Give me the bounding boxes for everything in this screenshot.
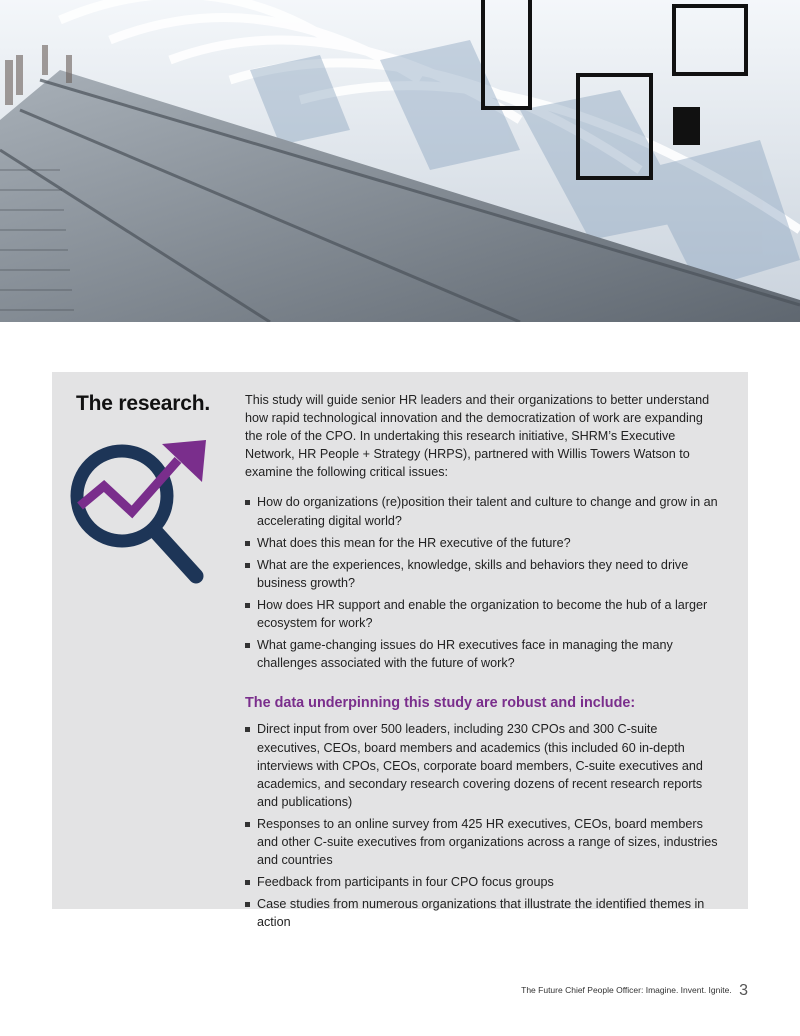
page-footer: [521, 982, 748, 1000]
list-item: How does HR support and enable the organization to become the hub of a larger ecosystem for work?: [245, 596, 720, 632]
section-title: The research.: [76, 392, 210, 415]
list-item: What does this mean for the HR executive of the future?: [245, 534, 720, 552]
list-item: Direct input from over 500 leaders, including 230 CPOs and 300 C-suite executives, CEOs, board members and academics (this included 60 in-depth interviews with CPOs, CEOs, corporate board members, C-suite executives and academics, and secondary research covering dozens of recent research reports and publications): [245, 720, 720, 810]
list-item: How do organizations (re)position their talent and culture to change and grow in an accelerating digital world?: [245, 493, 720, 529]
magnifier-trend-arrow-icon: [66, 436, 210, 586]
issues-list: [245, 493, 720, 672]
square-outlines-icon: [0, 0, 800, 322]
hero-photo: [0, 0, 800, 322]
data-heading: The data underpinning this study are robust and include:: [245, 695, 636, 712]
list-item: What are the experiences, knowledge, skills and behaviors they need to drive business growth?: [245, 556, 720, 592]
list-item: Responses to an online survey from 425 HR executives, CEOs, board members and other C-suite executives from organizations across a range of sizes, industries and countries: [245, 815, 720, 869]
page-number: 3: [739, 982, 748, 999]
list-item: Feedback from participants in four CPO focus groups: [245, 873, 720, 891]
list-item: Case studies from numerous organizations that illustrate the identified themes in action: [245, 895, 720, 931]
intro-paragraph: This study will guide senior HR leaders and their organizations to better understand how rapid technological innovation and the democratization of work are expanding the role of the CPO. In undertaking this research initiative, SHRM’s Executive Network, HR People + Strategy (HRPS), partnered with Willis Towers Watson to examine the following critical issues:: [245, 393, 710, 480]
publication-title: The Future Chief People Officer: Imagine. Invent. Ignite.: [521, 985, 732, 995]
data-points-list: [245, 720, 720, 931]
research-content: [245, 391, 720, 935]
list-item: What game-changing issues do HR executives face in managing the many challenges associated with the future of work?: [245, 636, 720, 672]
